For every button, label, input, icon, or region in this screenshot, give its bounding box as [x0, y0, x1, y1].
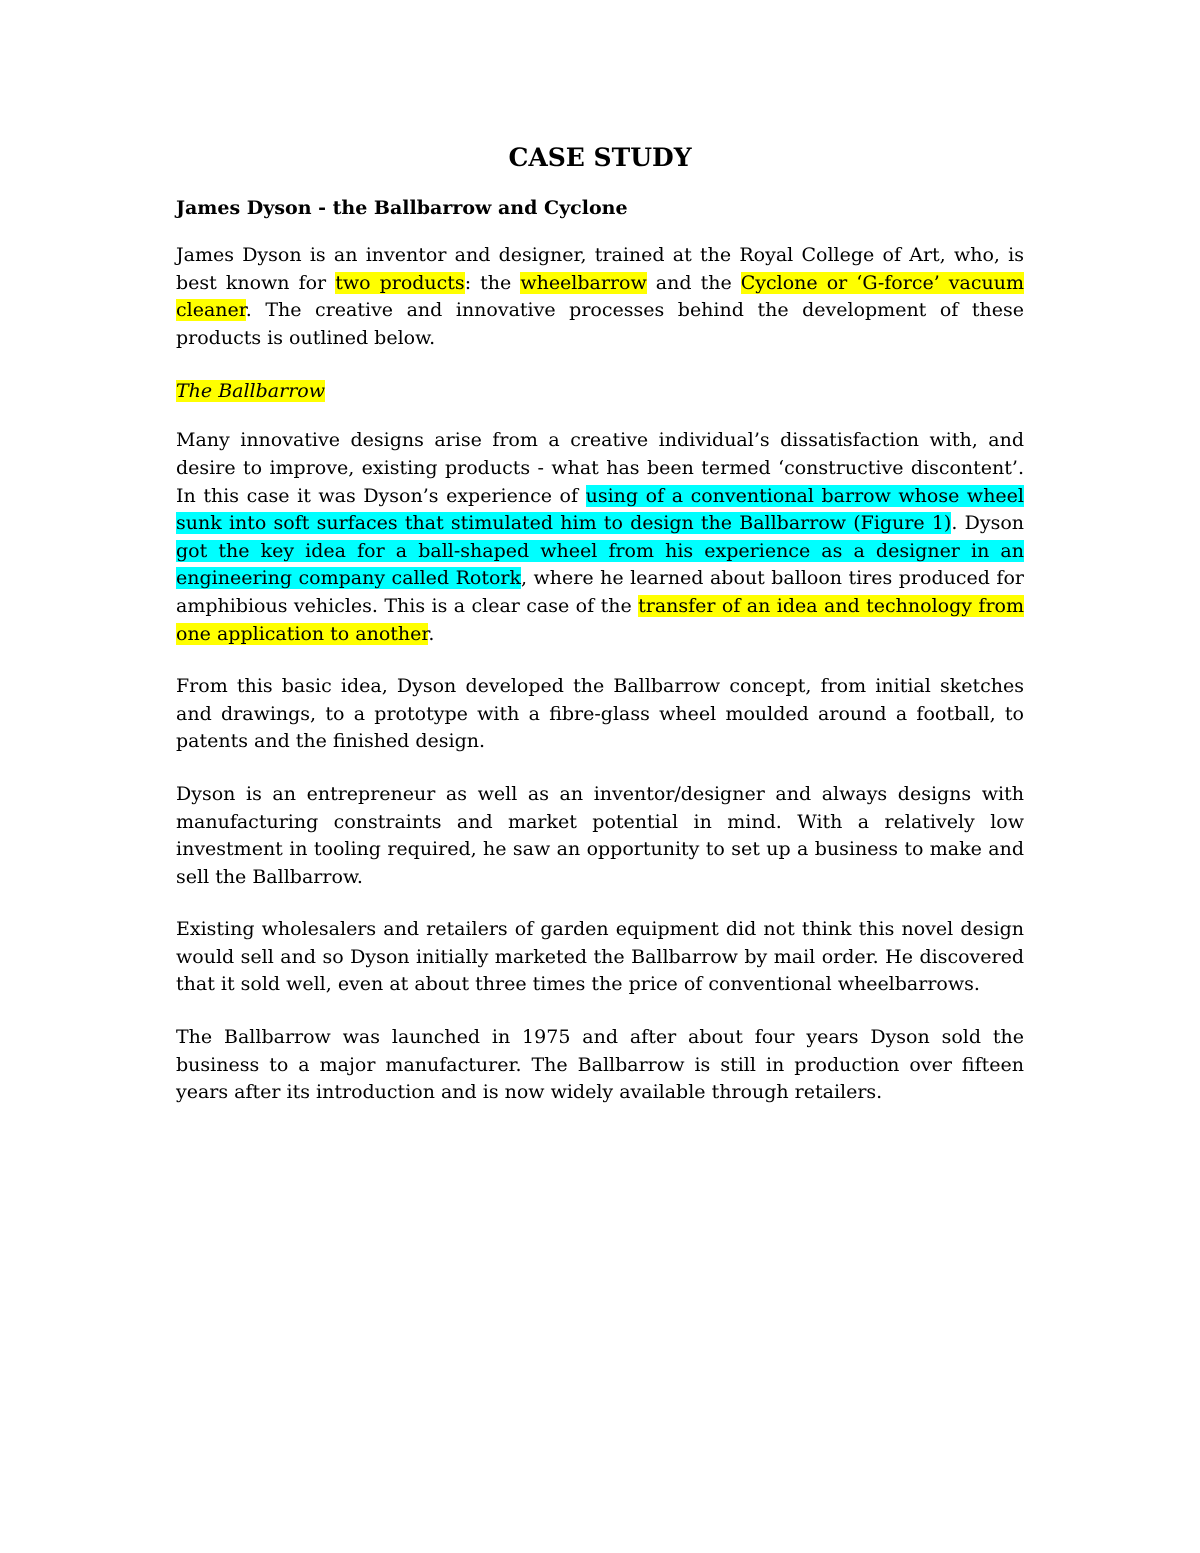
highlighted-text: The Ballbarrow — [176, 380, 325, 403]
body-paragraph: Existing wholesalers and retailers of garden equipment did not think this novel design would sell and so Dyson initially marketed the Ballbarrow by mail order. He discovered that it sold well, even at about three times the price of conventional wheelbarrows. — [176, 918, 1024, 996]
highlighted-text: Cyclone or ‘G-force’ vacuum cleaner — [176, 271, 1024, 322]
page-title: CASE STUDY — [508, 143, 692, 172]
text-run: . The creative and innovative processes behind the development of these products is outlined below. — [176, 299, 1024, 349]
body-paragraph — [176, 427, 1024, 648]
highlighted-text: two products — [335, 271, 465, 294]
body-paragraph: From this basic idea, Dyson developed the Ballbarrow concept, from initial sketches and drawings, to a prototype with a fibre-glass wheel moulded around a football, to patents and the finished design. — [176, 675, 1024, 753]
case-study-subtitle: James Dyson - the Ballbarrow and Cyclone — [176, 197, 628, 219]
text-run: : the — [464, 271, 521, 294]
text-run: . — [428, 622, 435, 645]
text-run: . Dyson — [951, 512, 1024, 535]
highlighted-text: transfer of an idea and technology from one application to another — [176, 594, 1024, 645]
text-run: Many innovative designs arise from a creative individual’s dissatisfaction with, and desire to improve, existing products - what has been termed ‘constructive discontent’. In this case it was Dyson’s experience of — [176, 429, 1024, 507]
highlighted-text: wheelbarrow — [520, 271, 647, 294]
document-page — [176, 140, 1024, 1132]
text-run: James Dyson is an inventor and designer, trained at the Royal College of Art, who, is best known for — [176, 244, 1024, 294]
text-run: , where he learned about balloon tires produced for amphibious vehicles. This is a clear case of the — [176, 567, 1024, 617]
body-paragraph: Dyson is an entrepreneur as well as an inventor/designer and always designs with manufacturing constraints and market potential in mind. With a relatively low investment in tooling required, he saw an opportunity to set up a business to make and sell the Ballbarrow. — [176, 782, 1024, 888]
highlighted-text: got the key idea for a ball-shaped wheel from his experience as a designer in an engineering company called Rotork — [176, 539, 1024, 590]
highlighted-text: using of a conventional barrow whose wheel sunk into soft surfaces that stimulated him to design the Ballbarrow (Figure 1) — [176, 484, 1024, 535]
text-run: and the — [646, 271, 741, 294]
body-paragraph: The Ballbarrow was launched in 1975 and after about four years Dyson sold the business to a major manufacturer. The Ballbarrow is still in production over fifteen years after its introduction and is now widely available through retailers. — [176, 1026, 1024, 1104]
intro-paragraph — [176, 242, 1024, 352]
section-heading-ballbarrow — [176, 377, 1024, 405]
